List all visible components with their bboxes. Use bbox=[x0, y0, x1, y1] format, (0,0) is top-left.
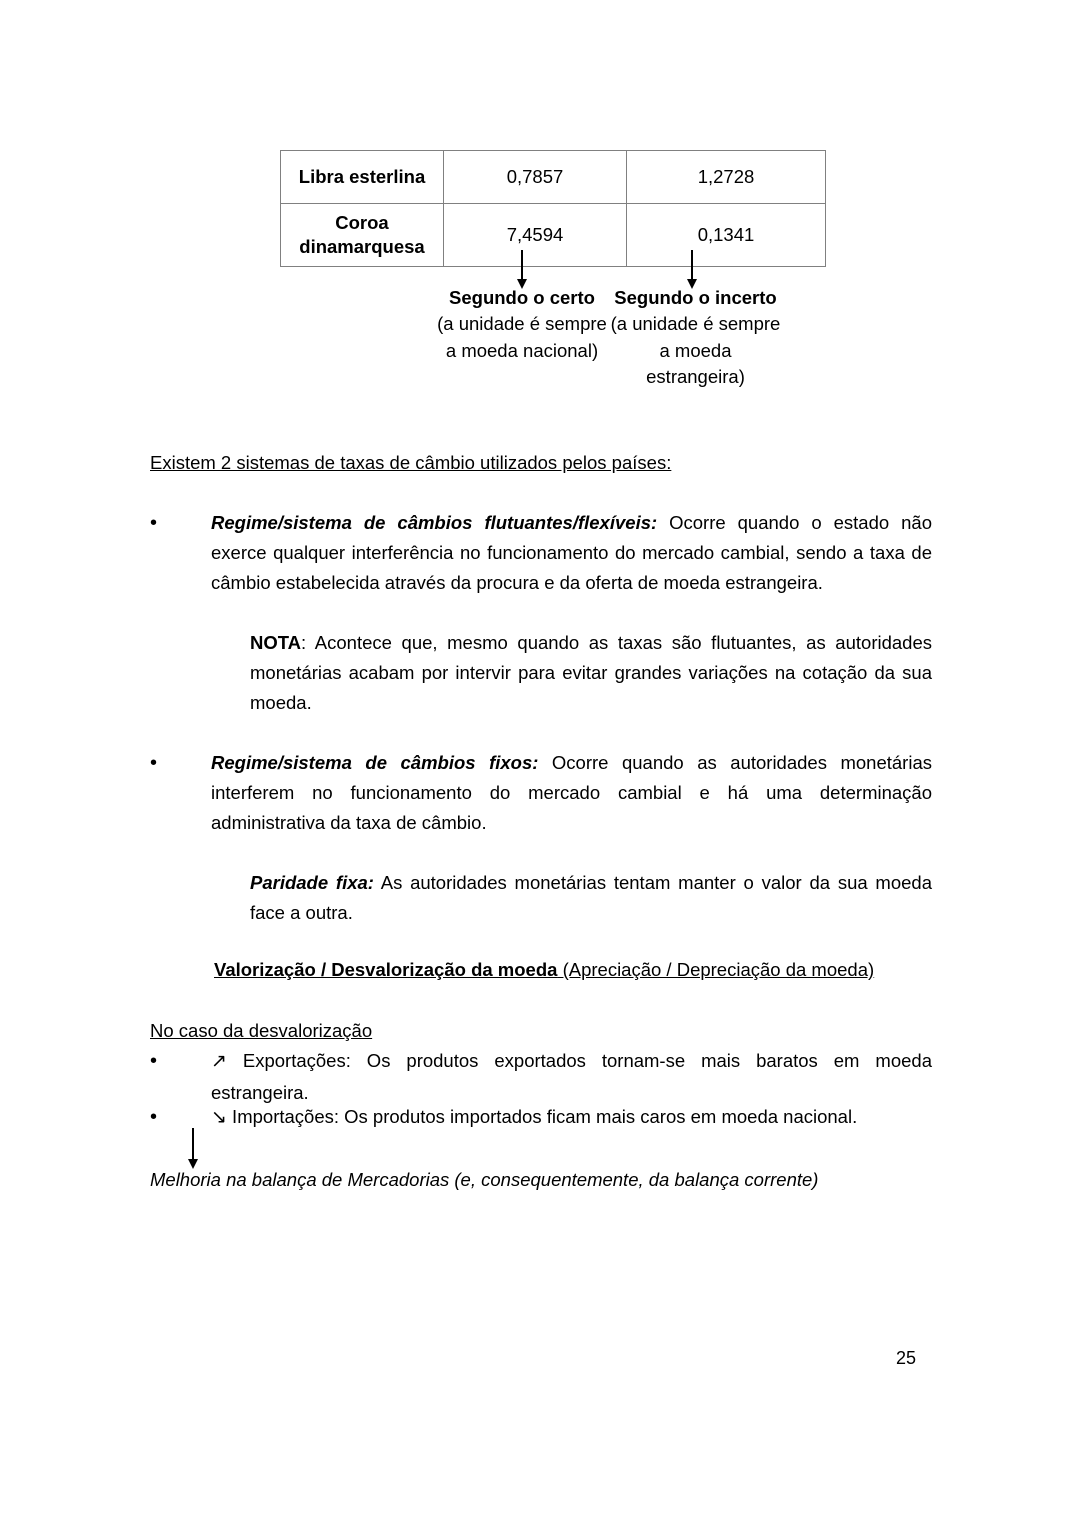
table-row bbox=[281, 204, 826, 267]
bullet-lead-in: Regime/sistema de câmbios flutuantes/flexíveis: bbox=[211, 512, 658, 533]
bullet-lead-in: Regime/sistema de câmbios fixos: bbox=[211, 752, 539, 773]
bullet-body: Ocorre quando as autoridades monetárias interferem no funcionamento do mercado cambial e há uma determinação administrativa da taxa de câmbio. bbox=[211, 752, 932, 833]
rate-certo-cell: 7,4594 bbox=[444, 204, 627, 267]
caption-body: (a unidade é sempre a moeda nacional) bbox=[437, 313, 607, 361]
list-item-content bbox=[211, 1102, 932, 1134]
paridade-body: As autoridades monetárias tentam manter o valor da sua moeda face a outra. bbox=[250, 872, 932, 923]
rate-certo-cell: 0,7857 bbox=[444, 151, 627, 204]
page-number: 25 bbox=[896, 1348, 917, 1368]
bullet-icon: • bbox=[150, 1050, 158, 1072]
conclusion-text: Melhoria na balança de Mercadorias (e, consequentemente, da balança corrente) bbox=[150, 1169, 819, 1190]
list-item-exportacoes bbox=[150, 1046, 932, 1108]
caption-title: Segundo o certo bbox=[449, 287, 595, 308]
heading-no-caso-desvalorizacao: No caso da desvalorização bbox=[150, 1020, 373, 1041]
down-arrow-icon bbox=[691, 250, 693, 280]
caption-title: Segundo o incerto bbox=[614, 287, 777, 308]
bullet-body: Ocorre quando o estado não exerce qualquer interferência no funcionamento do mercado cambial, sendo a taxa de câmbio estabelecida através da procura e da oferta de moeda estrangeira. bbox=[211, 512, 932, 593]
currency-name-cell: Coroa dinamarquesa bbox=[281, 204, 444, 267]
heading-sistemas-cambio: Existem 2 sistemas de taxas de câmbio utilizados pelos países: bbox=[150, 452, 672, 473]
bullet-icon: • bbox=[150, 512, 158, 534]
heading-valorizacao-desvalorizacao bbox=[214, 955, 874, 985]
list-item-content bbox=[211, 1046, 932, 1108]
rate-incerto-cell: 1,2728 bbox=[627, 151, 826, 204]
currency-name-cell: Libra esterlina bbox=[281, 151, 444, 204]
list-item-importacoes bbox=[150, 1102, 932, 1134]
bullet-regime-fixos bbox=[150, 748, 932, 838]
caption-segundo-o-incerto bbox=[608, 285, 783, 390]
list-item-label: Importações: Os produtos importados ficam mais caros em moeda nacional. bbox=[226, 1106, 858, 1127]
bullet-content bbox=[211, 748, 932, 838]
bullet-regime-flutuantes bbox=[150, 508, 932, 598]
caption-body: (a unidade é sempre a moeda estrangeira) bbox=[610, 313, 781, 387]
bullet-icon: • bbox=[150, 752, 158, 774]
down-arrow-icon bbox=[192, 1128, 194, 1160]
bullet-content bbox=[211, 508, 932, 598]
caption-segundo-o-certo bbox=[437, 285, 607, 364]
rate-incerto-cell: 0,1341 bbox=[627, 204, 826, 267]
nota-body: : Acontece que, mesmo quando as taxas são flutuantes, as autoridades monetárias acabam por intervir para evitar grandes variações na cotação da sua moeda. bbox=[250, 632, 932, 713]
heading-valorizacao-bold: Valorização / Desvalorização da moeda bbox=[214, 959, 558, 980]
list-item-label: Exportações: Os produtos exportados tornam-se mais baratos em moeda estrangeira. bbox=[211, 1050, 932, 1103]
paridade-label: Paridade fixa: bbox=[250, 872, 374, 893]
arrow-down-right-icon: ↘ bbox=[211, 1107, 227, 1128]
heading-valorizacao-rest: (Apreciação / Depreciação da moeda) bbox=[557, 959, 875, 980]
paragraph-nota bbox=[250, 628, 932, 718]
down-arrow-icon bbox=[521, 250, 523, 280]
arrow-up-right-icon: ↗ bbox=[211, 1051, 227, 1072]
paragraph-paridade-fixa bbox=[250, 868, 932, 928]
table-row bbox=[281, 151, 826, 204]
bullet-icon: • bbox=[150, 1106, 158, 1128]
exchange-rate-table bbox=[280, 150, 798, 267]
nota-label: NOTA bbox=[250, 632, 302, 653]
